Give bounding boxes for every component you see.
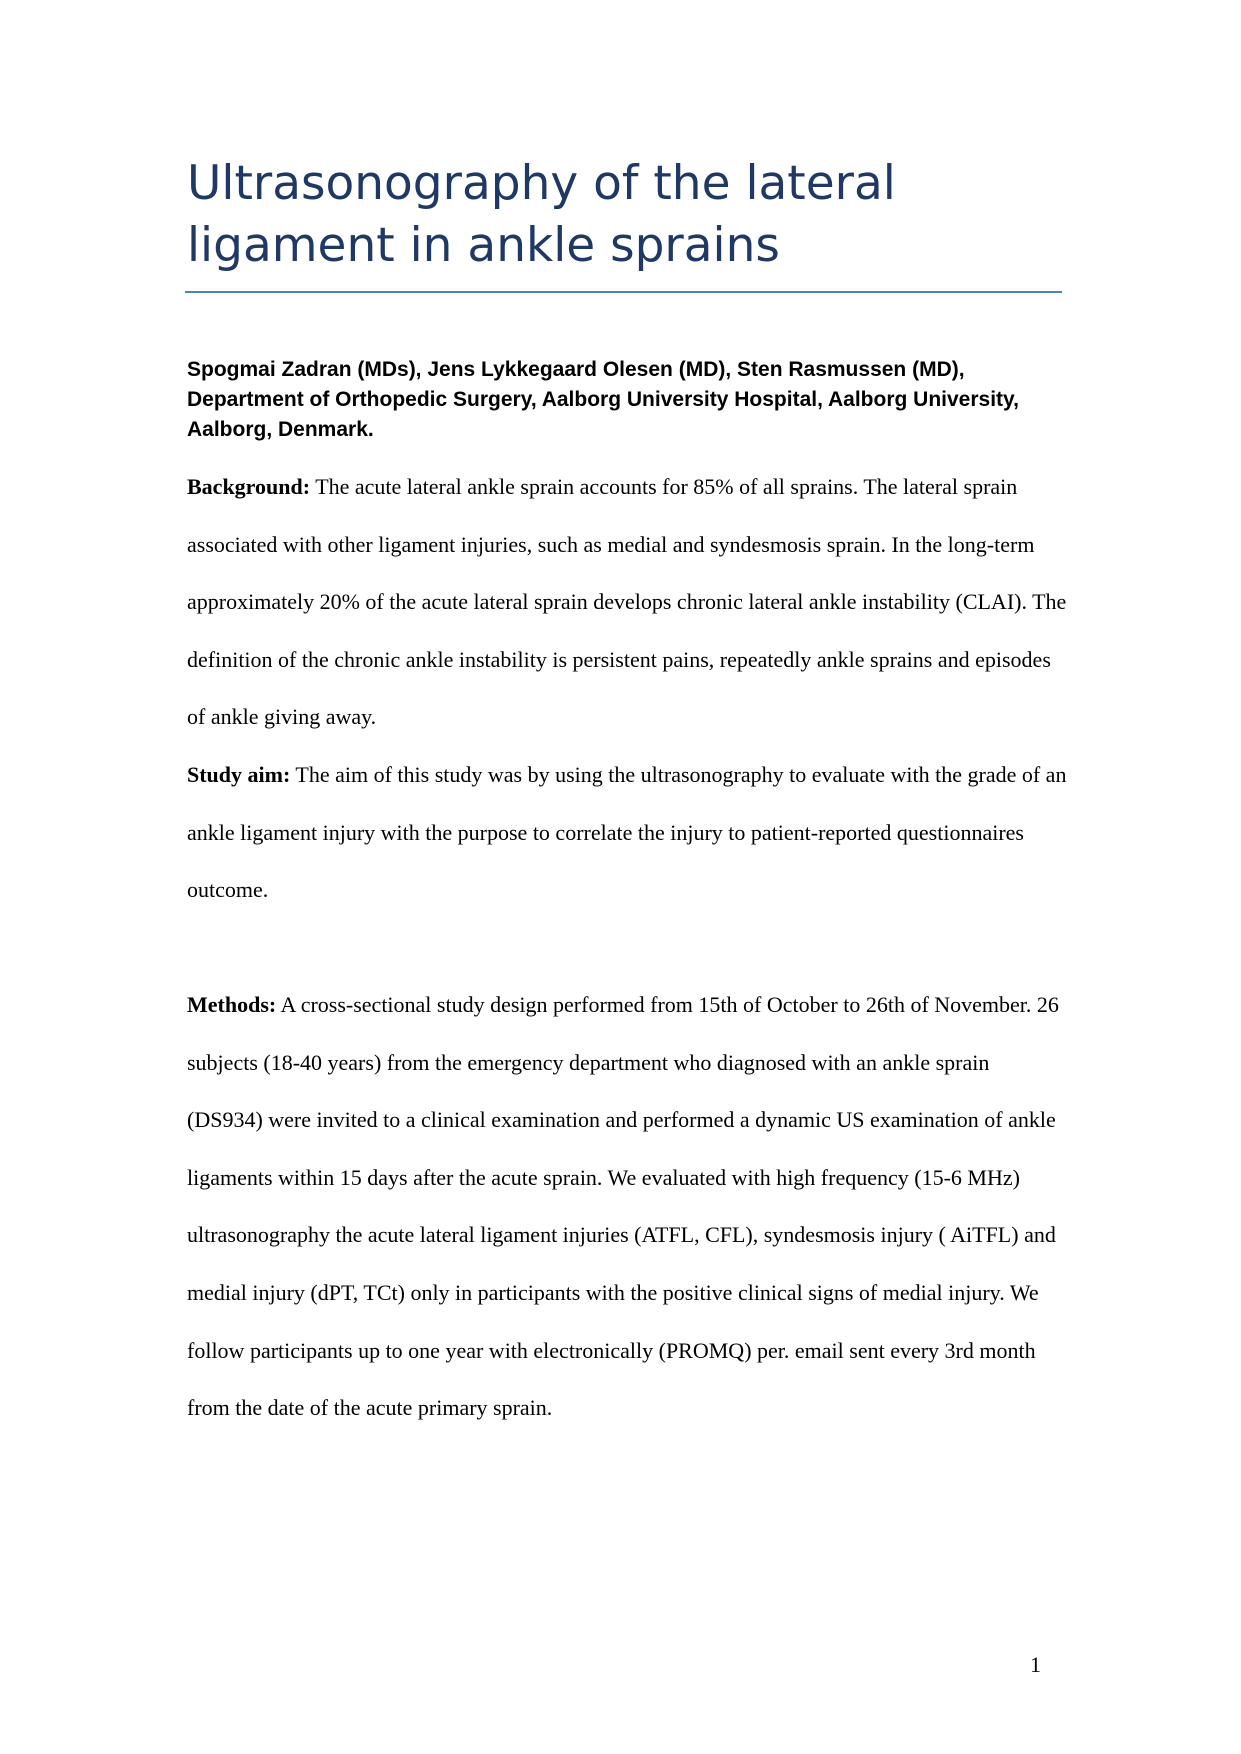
study-aim-paragraph (187, 746, 1067, 919)
background-label: Background: (187, 474, 311, 499)
background-text: The acute lateral ankle sprain accounts for 85% of all sprains. The lateral sprain associated with other ligament injuries, such as medial and syndesmosis sprain. In the long-term approximately 20% of the acute lateral sprain develops chronic lateral ankle instability (CLAI). The definition of the chronic ankle instability is persistent pains, repeatedly ankle sprains and episodes of ankle giving away. (187, 474, 1067, 730)
page-number: 1 (1030, 1652, 1041, 1677)
methods-text: A cross-sectional study design performed from 15th of October to 26th of November. 26 subjects (18-40 years) from the emergency department who diagnosed with an ankle sprain (DS934) were invited to a clinical examination and performed a dynamic US examination of ankle ligaments within 15 days after the acute sprain. We evaluated with high frequency (15-6 MHz) ultrasonography the acute lateral ligament injuries (ATFL, CFL), syndesmosis injury ( AiTFL) and medial injury (dPT, TCt) only in participants with the positive clinical signs of medial injury. We follow participants up to one year with electronically (PROMQ) per. email sent every 3rd month from the date of the acute primary sprain. (187, 992, 1059, 1421)
methods-label: Methods: (187, 992, 277, 1017)
methods-paragraph (187, 976, 1067, 1437)
study-aim-text: The aim of this study was by using the ultrasonography to evaluate with the grade of an ankle ligament injury with the purpose to correlate the injury to patient-reported questionnaires outcome. (187, 762, 1067, 903)
title-divider (185, 291, 1062, 293)
background-paragraph (187, 458, 1067, 746)
study-aim-label: Study aim: (187, 762, 291, 787)
author-affiliations: Spogmai Zadran (MDs), Jens Lykkegaard Olesen (MD), Sten Rasmussen (MD), Department of Orthopedic Surgery, Aalborg University Hospital, Aalborg University, Aalborg, Denmark. (187, 358, 1019, 441)
paper-title: Ultrasonography of the lateral ligament in ankle sprains (187, 156, 896, 273)
